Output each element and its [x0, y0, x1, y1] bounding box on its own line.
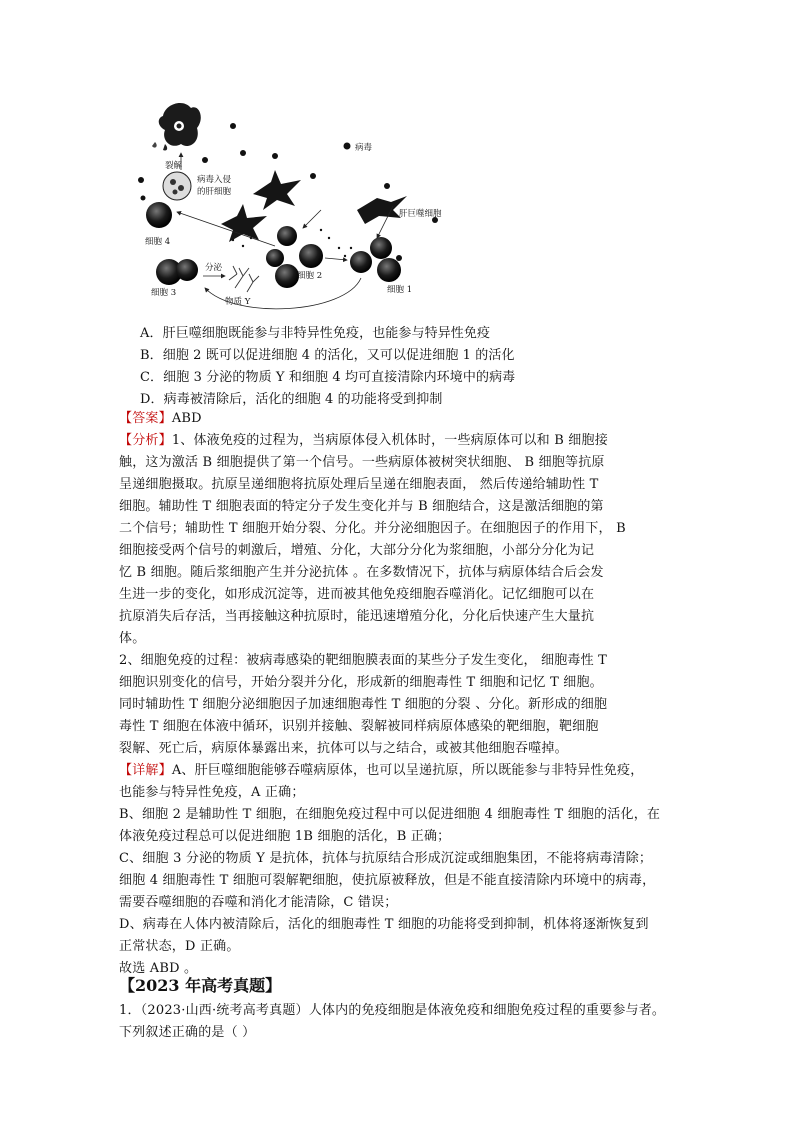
- answer-value: ABD: [171, 411, 202, 426]
- analysis-text: 呈递细胞摄取。抗原呈递细胞将抗原处理后呈递在细胞表面， 然后传递给辅助性 T: [119, 477, 599, 492]
- detail-text: 需要吞噬细胞的吞噬和消化才能清除，C 错误；: [119, 895, 398, 910]
- analysis-text: 1、体液免疫的过程为，当病原体侵入机体时，一些病原体可以和 B 细胞接: [171, 433, 608, 448]
- answer-line: [119, 408, 202, 430]
- lysed-cell-icon: [152, 103, 201, 151]
- immune-cell-diagram: [125, 98, 545, 320]
- analysis-text: 毒性 T 细胞在体液中循环，识别并接触、裂解被同样病原体感染的靶细胞，靶细胞: [119, 719, 599, 734]
- cell4-label: 细胞 4: [145, 237, 171, 247]
- virus-legend-icon: [344, 143, 351, 150]
- question-text: 1．（2023·山西·统考高考真题）人体内的免疫细胞是体液免疫和细胞免疫过程的重要参与者。: [119, 1003, 666, 1018]
- cell1-label: 细胞 1: [387, 285, 413, 295]
- question-text: 下列叙述正确的是（ ）: [119, 1025, 256, 1040]
- analysis-line: [119, 430, 608, 452]
- cell1-icon: [350, 237, 401, 282]
- option-d: D．病毒被清除后，活化的细胞 4 的功能将受到抑制: [140, 392, 443, 407]
- detail-line: [119, 760, 643, 782]
- detail-text: 细胞 4 细胞毒性 T 细胞可裂解靶细胞，使抗原被释放，但是不能直接清除内环境中的病毒，: [119, 873, 656, 888]
- cell4-icon: [146, 202, 172, 228]
- antibody-icon: [229, 266, 259, 292]
- detail-text: C、细胞 3 分泌的物质 Y 是抗体，抗体与抗原结合形成沉淀或细胞集团，不能将病毒清除；: [119, 851, 653, 866]
- detail-label: 【详解】: [119, 763, 172, 778]
- detail-text: B、细胞 2 是辅助性 T 细胞，在细胞免疫过程中可以促进细胞 4 细胞毒性 T 细胞的活化，在: [119, 807, 661, 822]
- cell3-label: 细胞 3: [151, 288, 177, 298]
- substance-y-label: 物质 Y: [225, 297, 251, 307]
- detail-text: A、肝巨噬细胞能够吞噬病原体，也可以呈递抗原，所以既能参与非特异性免疫，: [171, 763, 644, 778]
- macrophage-icon: [221, 170, 407, 242]
- analysis-text: 细胞。辅助性 T 细胞表面的特定分子发生变化并与 B 细胞结合，这是激活细胞的第: [119, 499, 604, 514]
- analysis-text: 生进一步的变化，如形成沉淀等，进而被其他免疫细胞吞噬消化。记忆细胞可以在: [119, 587, 595, 602]
- analysis-text: 抗原消失后存活，当再接触这种抗原时，能迅速增殖分化，分化后快速产生大量抗: [119, 609, 595, 624]
- analysis-text: 忆 B 细胞。随后浆细胞产生并分泌抗体 。在多数情况下，抗体与病原体结合后会发: [119, 565, 604, 580]
- infected-liver-cell-label: 病毒入侵: [197, 175, 232, 185]
- detail-text: D、病毒在人体内被清除后，活化的细胞毒性 T 细胞的功能将受到抑制，机体将逐渐恢复到: [119, 917, 649, 932]
- analysis-text: 体。: [119, 631, 146, 646]
- detail-text: 体液免疫过程总可以促进细胞 1B 细胞的活化，B 正确；: [119, 829, 451, 844]
- infected-liver-cell-label-2: 的肝细胞: [197, 187, 232, 197]
- analysis-text: 触，这为激活 B 细胞提供了第一个信号。一些病原体被树突状细胞、 B 细胞等抗原: [119, 455, 605, 470]
- analysis-text: 同时辅助性 T 细胞分泌细胞因子加速细胞毒性 T 细胞的分裂 、分化。新形成的细胞: [119, 697, 608, 712]
- infected-liver-cell-icon: [163, 172, 191, 200]
- analysis-label: 【分析】: [119, 433, 172, 448]
- answer-label: 【答案】: [119, 411, 172, 426]
- detail-text: 也能参与特异性免疫，A 正确；: [119, 785, 305, 800]
- detail-text: 正常状态，D 正确。: [119, 939, 240, 954]
- option-b: B．细胞 2 既可以促进细胞 4 的活化，又可以促进细胞 1 的活化: [140, 348, 515, 363]
- virus-label: 病毒: [355, 143, 373, 153]
- secrete-label: 分泌: [205, 263, 223, 273]
- lysis-label: 裂解: [165, 161, 183, 171]
- macrophage-label: 肝巨噬细胞: [399, 209, 442, 219]
- analysis-text: 细胞识别变化的信号，开始分裂并分化，形成新的细胞毒性 T 细胞和记忆 T 细胞。: [119, 675, 603, 690]
- section-heading: 【2023 年高考真题】: [119, 976, 282, 995]
- option-a: A．肝巨噬细胞既能参与非特异性免疫，也能参与特异性免疫: [140, 326, 491, 341]
- analysis-text: 2、细胞免疫的过程：被病毒感染的靶细胞膜表面的某些分子发生变化， 细胞毒性 T: [119, 653, 608, 668]
- analysis-text: 二个信号；辅助性 T 细胞开始分裂、分化。并分泌细胞因子。在细胞因子的作用下， B: [119, 521, 626, 536]
- analysis-text: 细胞接受两个信号的刺激后，增殖、分化，大部分分化为浆细胞，小部分分化为记: [119, 543, 595, 558]
- analysis-text: 裂解、死亡后，病原体暴露出来，抗体可以与之结合，或被其他细胞吞噬掉。: [119, 741, 568, 756]
- cell2-label: 细胞 2: [297, 271, 323, 281]
- option-c: C．细胞 3 分泌的物质 Y 和细胞 4 均可直接清除内环境中的病毒: [140, 370, 516, 385]
- cell3-icon: [156, 259, 198, 285]
- detail-text: 故选 ABD 。: [119, 961, 198, 976]
